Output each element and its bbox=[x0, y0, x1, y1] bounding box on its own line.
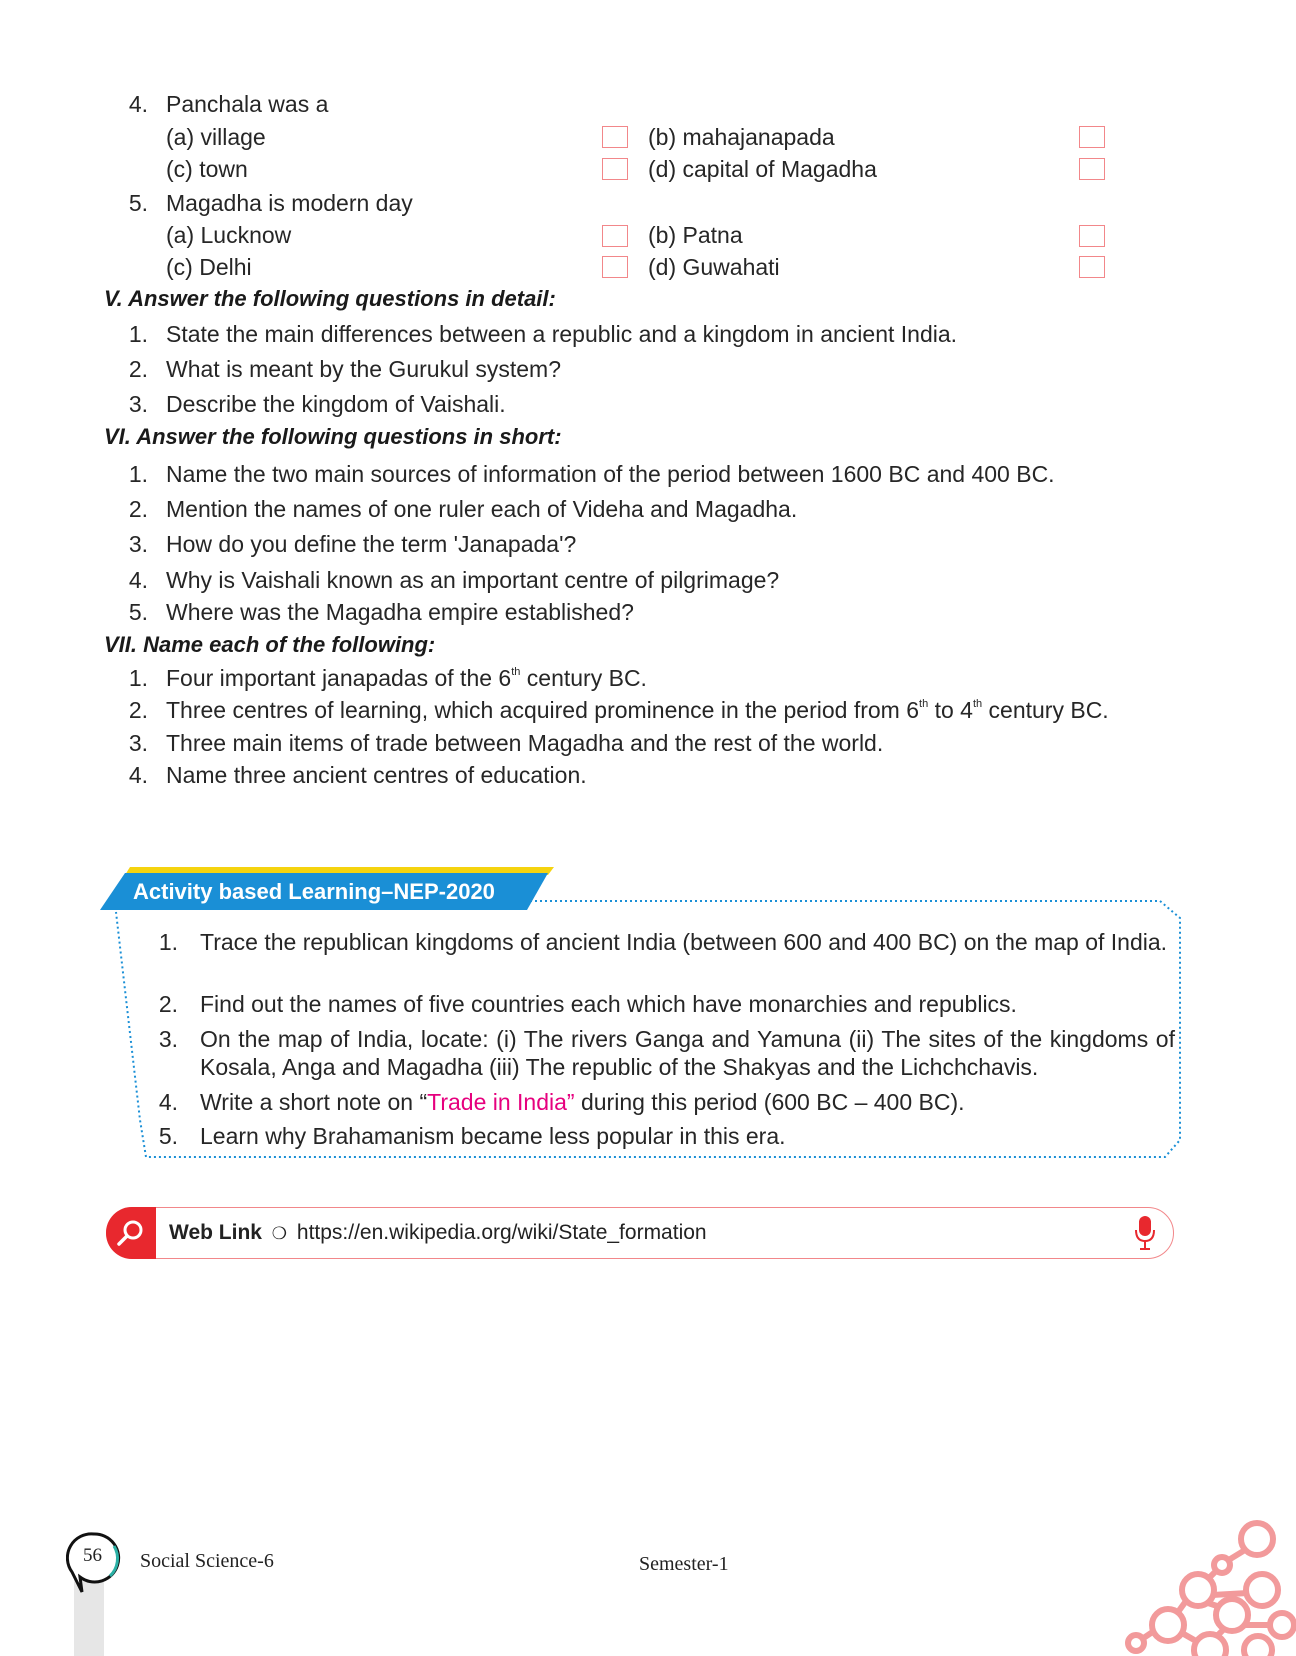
list-item-number: 5. bbox=[158, 1123, 178, 1149]
list-item-number: 3. bbox=[128, 391, 148, 417]
list-item-number: 2. bbox=[128, 496, 148, 522]
option-d: (d) Guwahati bbox=[648, 254, 780, 280]
list-item-number: 4. bbox=[128, 567, 148, 593]
list-item-number: 4. bbox=[158, 1089, 178, 1115]
section-vii-heading: VII. Name each of the following: bbox=[104, 632, 436, 657]
list-item-number: 1. bbox=[128, 461, 148, 487]
list-item: Mention the names of one ruler each of Videha and Magadha. bbox=[166, 496, 798, 522]
list-item-number: 2. bbox=[128, 697, 148, 723]
semester-label: Semester-1 bbox=[639, 1553, 729, 1575]
activity-title: Activity based Learning–NEP-2020 bbox=[133, 879, 495, 904]
list-item: Describe the kingdom of Vaishali. bbox=[166, 391, 506, 417]
list-item-number: 4. bbox=[128, 762, 148, 788]
question-number: 4. bbox=[128, 91, 148, 117]
list-item: State the main differences between a republic and a kingdom in ancient India. bbox=[166, 321, 958, 347]
list-item-number: 1. bbox=[128, 321, 148, 347]
list-item-number: 1. bbox=[158, 929, 178, 955]
list-item: Name three ancient centres of education. bbox=[166, 762, 587, 788]
list-item-number: 3. bbox=[158, 1026, 178, 1052]
list-item: Why is Vaishali known as an important centre of pilgrimage? bbox=[166, 567, 780, 593]
bullet-icon: ❍ bbox=[271, 1224, 288, 1243]
option-c: (c) Delhi bbox=[166, 254, 252, 280]
weblink-search-button[interactable] bbox=[106, 1207, 156, 1259]
option-a: (a) Lucknow bbox=[166, 222, 292, 248]
question-text: Magadha is modern day bbox=[166, 190, 413, 216]
list-item: Learn why Brahamanism became less popular in this era. bbox=[200, 1123, 786, 1149]
list-item-number: 1. bbox=[128, 665, 148, 691]
question-text: Panchala was a bbox=[166, 91, 329, 117]
option-d: (d) capital of Magadha bbox=[648, 156, 877, 182]
option-a: (a) village bbox=[166, 124, 266, 150]
weblink-url[interactable]: https://en.wikipedia.org/wiki/State_formation bbox=[296, 1221, 707, 1244]
list-item-number: 2. bbox=[158, 991, 178, 1017]
page-number: 56 bbox=[83, 1545, 102, 1566]
book-title: Social Science-6 bbox=[140, 1550, 274, 1572]
list-item-number: 2. bbox=[128, 356, 148, 382]
microphone-icon[interactable] bbox=[1134, 1214, 1156, 1252]
list-item: Name the two main sources of information of the period between 1600 BC and 400 BC. bbox=[166, 461, 1055, 487]
list-item: What is meant by the Gurukul system? bbox=[166, 356, 561, 382]
list-item: Where was the Magadha empire established? bbox=[166, 599, 634, 625]
list-item: Write a short note on “Trade in India” during this period (600 BC – 400 BC). bbox=[200, 1089, 965, 1115]
list-item: Three main items of trade between Magadha and the rest of the world. bbox=[166, 730, 884, 756]
option-c: (c) town bbox=[166, 156, 248, 182]
list-item: How do you define the term 'Janapada'? bbox=[166, 531, 577, 557]
list-item-number: 3. bbox=[128, 531, 148, 557]
decorative-circles bbox=[1120, 1515, 1296, 1656]
list-item: On the map of India, locate: (i) The rivers Ganga and Yamuna (ii) The sites of the kingdoms of Kosala, Anga and Magadha (iii) The republic of the Shakyas and the Lichchchavis. bbox=[200, 1026, 1175, 1080]
section-v-heading: V. Answer the following questions in detail: bbox=[104, 286, 556, 311]
trade-highlight: Trade in India” bbox=[427, 1089, 575, 1115]
list-item: Find out the names of five countries each which have monarchies and republics. bbox=[200, 991, 1017, 1017]
weblink-label: Web Link bbox=[169, 1221, 262, 1244]
list-item-number: 3. bbox=[128, 730, 148, 756]
list-item: Four important janapadas of the 6th century BC. bbox=[166, 665, 647, 691]
section-vi-heading: VI. Answer the following questions in short: bbox=[104, 424, 562, 449]
list-item: Trace the republican kingdoms of ancient India (between 600 and 400 BC) on the map of India. bbox=[200, 929, 1168, 955]
question-number: 5. bbox=[128, 190, 148, 216]
search-icon bbox=[106, 1207, 156, 1259]
option-b: (b) Patna bbox=[648, 222, 743, 248]
list-item: Three centres of learning, which acquired prominence in the period from 6th to 4th century BC. bbox=[166, 697, 1109, 723]
list-item-number: 5. bbox=[128, 599, 148, 625]
option-b: (b) mahajanapada bbox=[648, 124, 835, 150]
weblink-text bbox=[169, 1220, 707, 1247]
